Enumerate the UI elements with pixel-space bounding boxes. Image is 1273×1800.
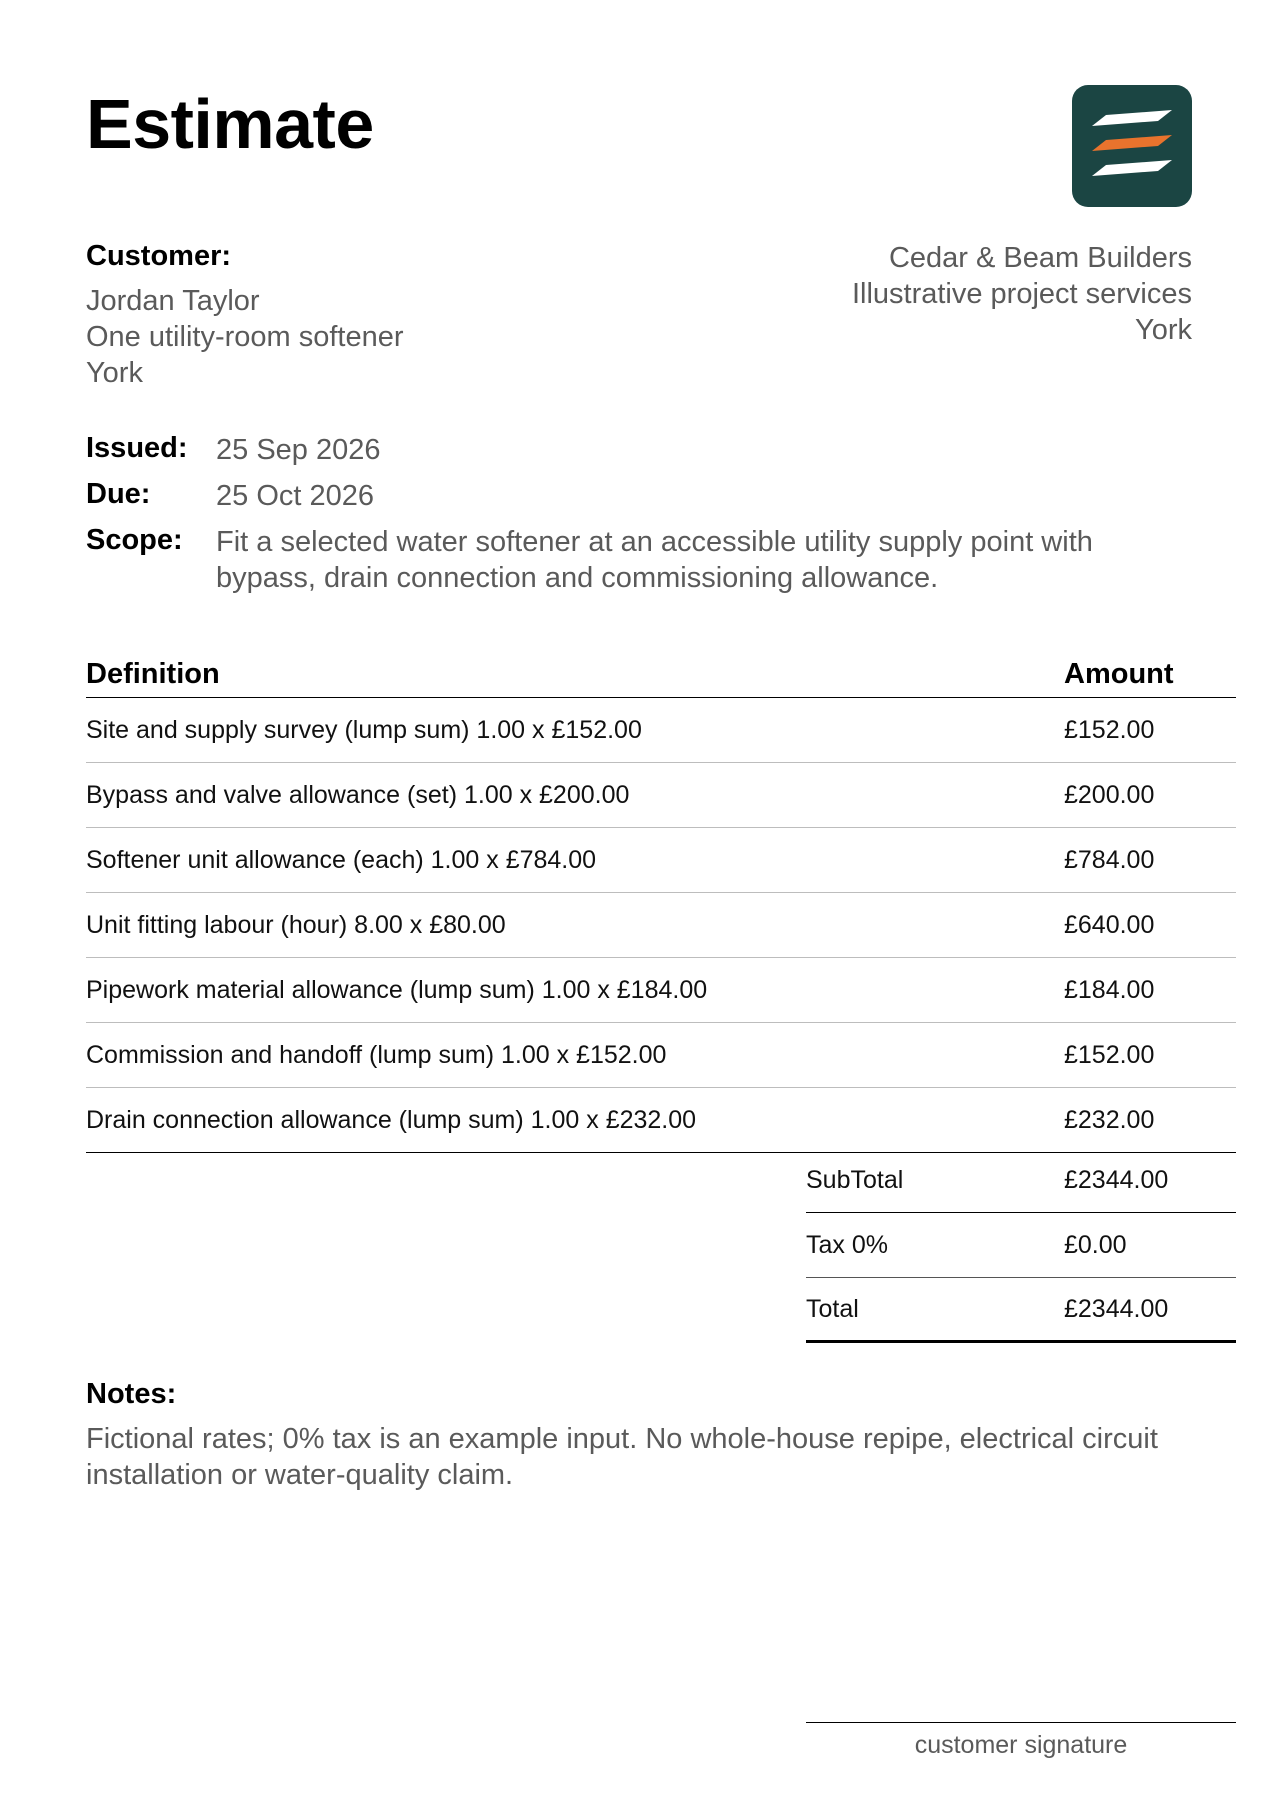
table-row [86, 698, 1236, 763]
company-city: York [1135, 314, 1192, 346]
customer-city: York [86, 357, 143, 389]
row-definition: Commission and handoff (lump sum) 1.00 x £152.00 [86, 1040, 667, 1069]
table-row [86, 958, 1236, 1023]
subtotal-label: SubTotal [806, 1165, 904, 1194]
company-block [592, 240, 1192, 348]
stacked-layers-logo-icon [1072, 85, 1192, 207]
total-label: Total [806, 1294, 859, 1323]
row-amount: £232.00 [1064, 1105, 1155, 1134]
table-row [86, 1023, 1236, 1088]
meta-scope [86, 524, 1196, 596]
totals-block [806, 1148, 1236, 1343]
customer-project: One utility-room softener [86, 321, 404, 353]
total-row [806, 1278, 1236, 1343]
company-name: Cedar & Beam Builders [888, 242, 1192, 274]
total-value: £2344.00 [1064, 1294, 1169, 1323]
row-definition: Bypass and valve allowance (set) 1.00 x £200.00 [86, 780, 630, 809]
company-tagline: Illustrative project services [851, 278, 1192, 310]
scope-value: Fit a selected water softener at an accessible utility supply point with bypass, drain connection and commissioning allowance. [216, 526, 1093, 594]
table-row [86, 893, 1236, 958]
subtotal-value: £2344.00 [1064, 1165, 1169, 1194]
row-definition: Softener unit allowance (each) 1.00 x £784.00 [86, 845, 597, 874]
row-definition: Unit fitting labour (hour) 8.00 x £80.00 [86, 910, 506, 939]
issued-value: 25 Sep 2026 [216, 434, 381, 466]
company-logo [1072, 85, 1192, 207]
table-row [86, 828, 1236, 893]
table-row [86, 1088, 1236, 1153]
notes-block [86, 1378, 1196, 1493]
row-amount: £184.00 [1064, 975, 1155, 1004]
row-amount: £784.00 [1064, 845, 1155, 874]
line-items-table [86, 650, 1236, 1153]
notes-text: Fictional rates; 0% tax is an example input. No whole-house repipe, electrical circuit installation or water-quality claim. [86, 1423, 1158, 1491]
meta-issued [86, 432, 1196, 468]
page-title: Estimate [86, 85, 374, 163]
row-amount: £200.00 [1064, 780, 1155, 809]
due-label: Due: [86, 478, 151, 510]
definition-header: Definition [86, 658, 220, 690]
scope-label: Scope: [86, 524, 183, 556]
amount-header: Amount [1064, 658, 1174, 690]
subtotal-row [806, 1148, 1236, 1213]
estimate-meta [86, 432, 1196, 606]
signature-line [806, 1722, 1236, 1760]
row-amount: £152.00 [1064, 1040, 1155, 1069]
row-definition: Pipework material allowance (lump sum) 1.00 x £184.00 [86, 975, 708, 1004]
tax-row [806, 1213, 1236, 1278]
due-value: 25 Oct 2026 [216, 480, 374, 512]
meta-due [86, 478, 1196, 514]
notes-label: Notes: [86, 1378, 177, 1410]
row-amount: £152.00 [1064, 715, 1155, 744]
row-definition: Drain connection allowance (lump sum) 1.00 x £232.00 [86, 1105, 697, 1134]
tax-value: £0.00 [1064, 1230, 1127, 1259]
signature-label: customer signature [914, 1731, 1128, 1759]
table-row [86, 763, 1236, 828]
customer-name: Jordan Taylor [86, 285, 260, 317]
row-definition: Site and supply survey (lump sum) 1.00 x £152.00 [86, 715, 642, 744]
table-header [86, 650, 1236, 698]
row-amount: £640.00 [1064, 910, 1155, 939]
issued-label: Issued: [86, 432, 188, 464]
tax-label: Tax 0% [806, 1230, 888, 1259]
customer-label: Customer: [86, 240, 232, 272]
